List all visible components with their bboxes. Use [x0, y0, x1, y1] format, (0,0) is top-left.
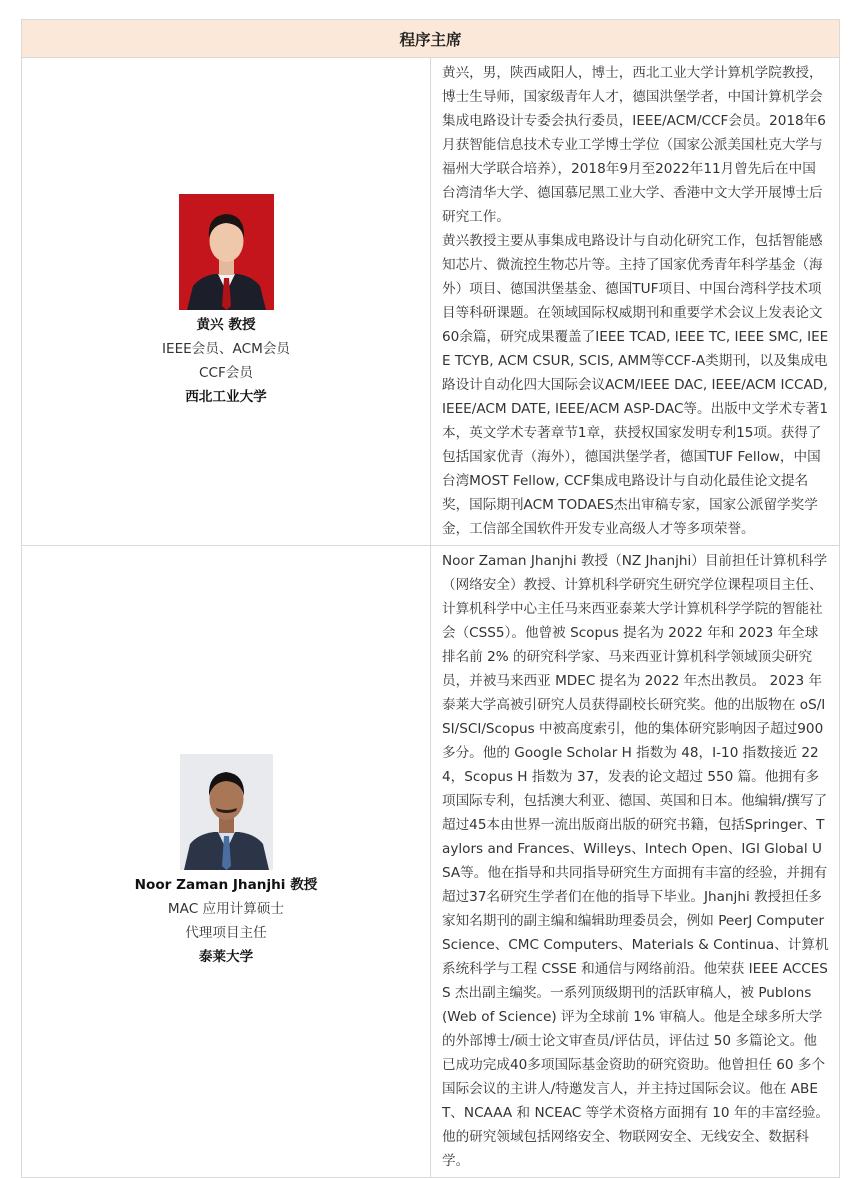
- person-name: Noor Zaman Jhanjhi 教授: [134, 877, 318, 893]
- person-role: MAC 应用计算硕士: [167, 901, 285, 917]
- person-affiliation: 泰莱大学: [198, 949, 254, 965]
- person-role: IEEE会员、ACM会员: [161, 341, 291, 357]
- person-bio: Noor Zaman Jhanjhi 教授（NZ Jhanjhi）目前担任计算机科学（网络安全）教授、计算机科学研究生研究学位课程项目主任、计算机科学中心主任马来西亚泰莱大学计算机科学学院的智能社会（CSS5）。他曾被 Scopus 提名为 2022 年和 2023 年全球排名前 2% 的研究科学家、马来西亚计算机科学领域顶尖研究员，并被马来西亚 MDEC 提名为 2022 年杰出教员。 2023 年泰莱大学高被引研究人员获得副校长研究奖。他的出版物在 oS/ISI/SCI/Scopus 中被高度索引，他的集体研究影响因子超过900多分。他的 Google Scholar H 指数为 48，I-10 指数接近 224，Scopus H 指数为 37，发表的论文超过 550 篇。他拥有多项国际专利，包括澳大利亚、德国、英国和日本。他编辑/撰写了超过45本由世界一流出版商出版的研究书籍，包括Springer、Taylors and Frances、Willeys、Intech Open、IGI Global USA等。他在指导和共同指导研究生方面拥有丰富的经验，并拥有超过37名研究生学者们在他的指导下毕业。Jhanjhi 教授担任多家知名期刊的副主编和编辑助理委员会，例如 PeerJ Computer Science、CMC Computers、Materials & Continua、计算机系统科学与工程 CSSE 和通信与网络前沿。他荣获 IEEE ACCESS 杰出副主编奖。一系列顶级期刊的活跃审稿人，被 Publons (Web of Science) 评为全球前 1% 审稿人。他是全球多所大学的外部博士/硕士论文审查员/评估员，评估过 50 多篇论文。他已成功完成40多项国际基金资助的研究资助。他曾担任 60 多个国际会议的主讲人/特邀发言人，并主持过国际会议。他在 ABET、NCAAA 和 NCEAC 等学术资格方面拥有 10 年的丰富经验。他的研究领域包括网络安全、物联网安全、无线安全、数据科学。: [442, 553, 830, 1169]
- table-header: 程序主席: [22, 20, 840, 58]
- person-role: CCF会员: [199, 365, 253, 381]
- portrait-photo-icon: [179, 194, 274, 310]
- program-chairs-table: [21, 19, 840, 1178]
- person-affiliation: 西北工业大学: [185, 389, 267, 405]
- person-bio-cell: [431, 546, 840, 1178]
- table-row: [22, 546, 840, 1178]
- person-name: 黄兴 教授: [196, 317, 256, 333]
- person-role: 代理项目主任: [185, 925, 267, 941]
- person-card: [22, 58, 431, 546]
- person-bio-cell: [431, 58, 840, 546]
- person-bio: 黄兴，男，陕西咸阳人，博士，西北工业大学计算机学院教授，博士生导师，国家级青年人才，德国洪堡学者，中国计算机学会集成电路设计专委会执行委员，IEEE/ACM/CCF会员。2018年6月获智能信息技术专业工学博士学位（国家公派美国杜克大学与福州大学联合培养），2018年9月至2022年11月曾先后在中国台湾清华大学、德国慕尼黑工业大学、香港中文大学开展博士后研究工作。 黄兴教授主要从事集成电路设计与自动化研究工作，包括智能感知芯片、微流控生物芯片等。主持了国家优秀青年科学基金（海外）项目、德国洪堡基金、德国TUF项目、中国台湾科学技术项目等科研课题。在领域国际权威期刊和重要学术会议上发表论文60余篇，研究成果覆盖了IEEE TCAD, IEEE TC, IEEE SMC, IEEE TCYB, ACM CSUR, SCIS, AMM等CCF-A类期刊，以及集成电路设计自动化四大国际会议ACM/IEEE DAC, IEEE/ACM ICCAD, IEEE/ACM DATE, IEEE/ACM ASP-DAC等。出版中文学术专著1本，英文学术专著章节1章，获授权国家发明专利15项。获得了包括国家优青（海外），德国洪堡学者，德国TUF Fellow，中国台湾MOST Fellow, CCF集成电路设计与自动化最佳论文提名奖，国际期刊ACM TODAES杰出审稿专家，国家公派留学奖学金，工信部全国软件开发专业高级人才等多项荣誉。: [442, 65, 829, 537]
- portrait-photo-icon: [180, 754, 273, 870]
- table-row: [22, 58, 840, 546]
- table-header-row: [22, 20, 840, 58]
- person-card: [22, 546, 431, 1178]
